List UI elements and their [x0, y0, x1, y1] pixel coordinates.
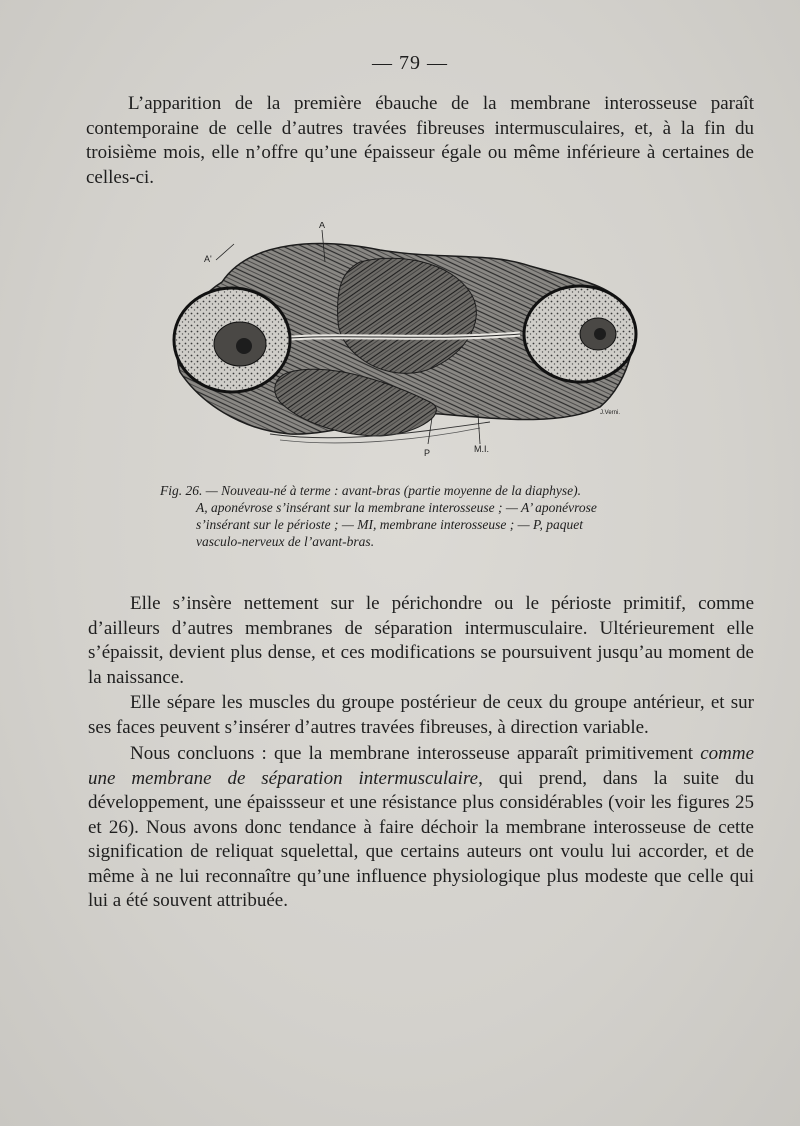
figure-caption [160, 482, 672, 550]
caption-line-2: A, aponévrose s’insérant sur la membrane interosseuse ; — A’ aponévrose [196, 500, 597, 515]
label-A-prime: A' [204, 254, 212, 264]
illustrator-signature: J.Verni. [600, 410, 621, 416]
caption-line-1: Fig. 26. — Nouveau-né à terme : avant-bras (partie moyenne de la diaphyse). [160, 483, 582, 498]
conclusion-text-start: Nous concluons : que la membrane interosseuse apparaît primitivement [130, 743, 701, 764]
page-number: — 79 — [372, 52, 448, 74]
conclusion-emphasis: comme une membrane de séparation intermusculaire [88, 743, 754, 789]
paragraph-conclusion [88, 742, 754, 914]
label-P: P [424, 448, 431, 458]
paragraph-insertion: Elle s’insère nettement sur le périchondre ou le périoste primitif, comme d’ailleurs d’autres membranes de séparation intermusculaire. Ultérieurement elle s’épaissit, devient plus dense, et ces modifications se poursuivent jusqu’au moment de la naissance. [88, 593, 754, 688]
caption-line-3: s’insérant sur le périoste ; — MI, membrane interosseuse ; — P, paquet [196, 517, 583, 532]
label-A: A [319, 222, 326, 230]
caption-line-4: vasculo-nerveux de l’avant-bras. [196, 534, 375, 549]
paragraph-intro: L’apparition de la première ébauche de la membrane interosseuse paraît contemporaine de celle d’autres travées fibreuses intermusculaires, et, à la fin du troisième mois, elle n’offre qu’une épaisseur égale ou même inférieure à certaines de celles-ci. [86, 93, 754, 188]
figure-26-histology [160, 222, 640, 462]
conclusion-text-end: , qui prend, dans la suite du développement, une épaissseur et une résistance plus considérables (voir les figures 25 et 26). Nous avons donc tendance à faire déchoir la membrane interosseuse de cette signification de reliquat squelettal, que certains auteurs ont voulu lui accorder, et de même à ne lui reconnaître qu’une influence physiologique plus modeste que celle qui lui a été souvent attribuée. [88, 767, 754, 911]
label-MI: M.I. [474, 444, 489, 454]
forearm-cross-section-illustration [160, 222, 640, 462]
paragraph-separation: Elle sépare les muscles du groupe postérieur de ceux du groupe antérieur, et sur ses faces peuvent s’insérer d’autres travées fibreuses, à direction variable. [88, 692, 754, 738]
